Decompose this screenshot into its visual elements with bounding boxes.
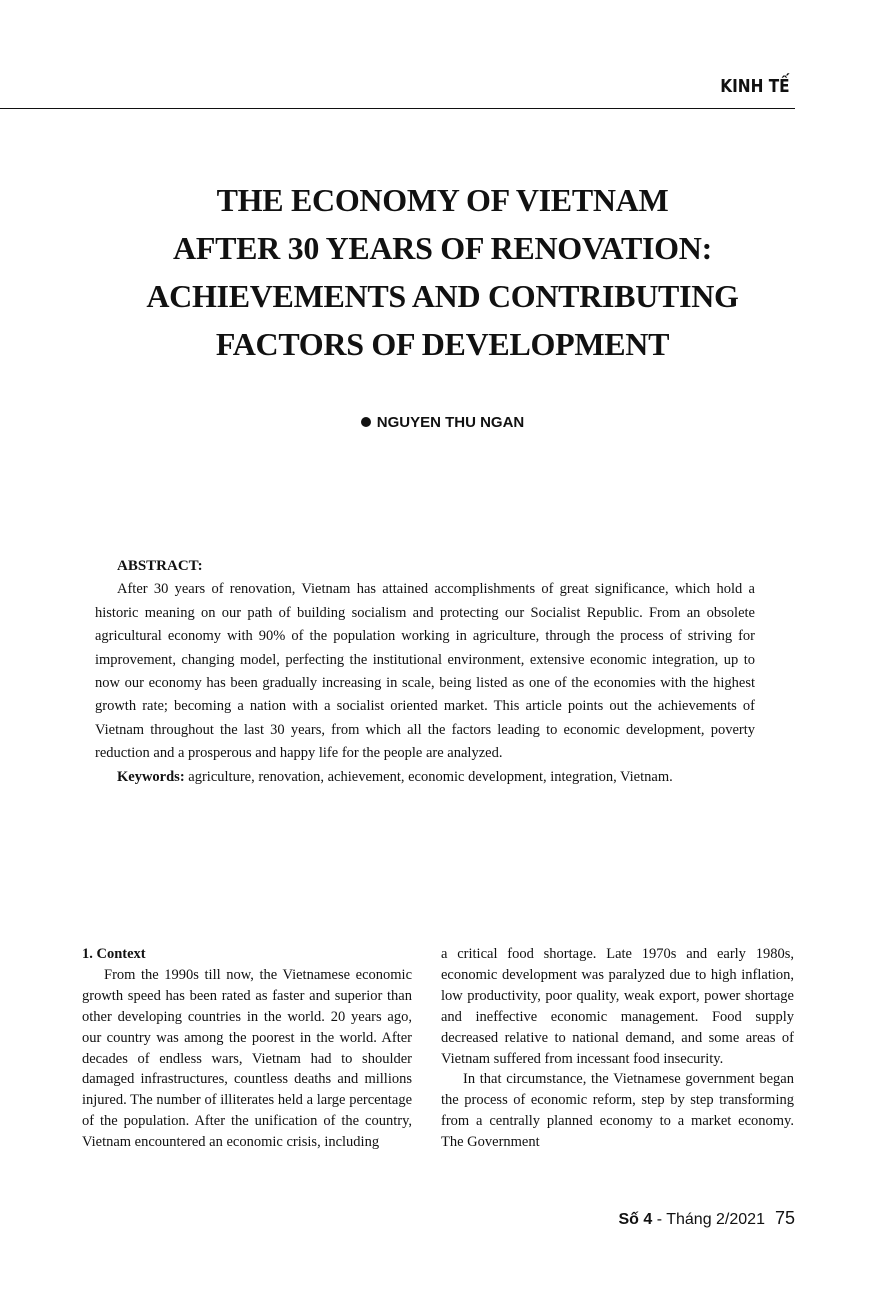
title-line: THE ECONOMY OF VIETNAM [216, 182, 669, 218]
author-name: NGUYEN THU NGAN [376, 414, 525, 431]
body-column-right [441, 944, 794, 1153]
section-heading: 1. Context [82, 946, 146, 962]
section-tag: KINH TẾ [720, 76, 790, 97]
abstract-block [95, 555, 755, 789]
body-paragraph: a critical food shortage. Late 1970s and early 1980s, economic development was paralyzed due to high inflation, low productivity, poor quality, weak export, power shortage and ineffective economic management. Food supply decreased relative to national demand, and some areas of Vietnam suffered from incessant food insecurity. [441, 946, 794, 1067]
body-paragraph: In that circumstance, the Vietnamese government began the process of economic reform, step by step transforming from a centrally planned economy to a market economy. The Government [441, 1071, 794, 1151]
body-column-left [82, 944, 412, 1153]
abstract-heading: ABSTRACT: [117, 558, 203, 574]
title-line: AFTER 30 YEARS OF RENOVATION: [173, 230, 712, 266]
page-footer [618, 1208, 795, 1229]
keywords-line [95, 766, 755, 789]
keywords-text: agriculture, renovation, achievement, economic development, integration, Vietnam. [188, 768, 673, 785]
issue-date: Tháng 2/2021 [666, 1211, 765, 1228]
abstract-body: After 30 years of renovation, Vietnam has attained accomplishments of great significance, which hold a historic meaning on our path of building socialism and protecting our Socialist Republic. From an obsolete agricultural economy with 90% of the population working in agriculture, through the process of striving for improvement, changing model, perfecting the institutional environment, extensive economic integration, up to now our economy has been gradually increasing in scale, being listed as one of the economies with the highest growth rate; becoming a nation with a socialist oriented market. This article points out the achievements of Vietnam throughout the last 30 years, from which all the factors leading to economic development, poverty reduction and a prosperous and happy life for the people are analyzed. [95, 581, 755, 762]
header-rule [0, 108, 795, 109]
article-title [60, 176, 825, 368]
page-number: 75 [774, 1208, 795, 1228]
author-line [0, 414, 885, 431]
body-paragraph: From the 1990s till now, the Vietnamese economic growth speed has been rated as faster and superior than other developing countries in the world. 20 years ago, our country was among the poorest in the world. After decades of endless wars, Vietnam had to shoulder damaged infrastructures, countless deaths and millions injured. The number of illiterates held a large percentage of the population. After the unification of the country, Vietnam encountered an economic crisis, including [82, 966, 412, 1151]
footer-separator: - [652, 1211, 667, 1228]
title-line: FACTORS OF DEVELOPMENT [215, 326, 670, 362]
issue-number: Số 4 [618, 1211, 653, 1228]
title-line: ACHIEVEMENTS AND CONTRIBUTING [146, 278, 739, 314]
keywords-label: Keywords: [117, 768, 185, 785]
bullet-icon [361, 417, 371, 427]
